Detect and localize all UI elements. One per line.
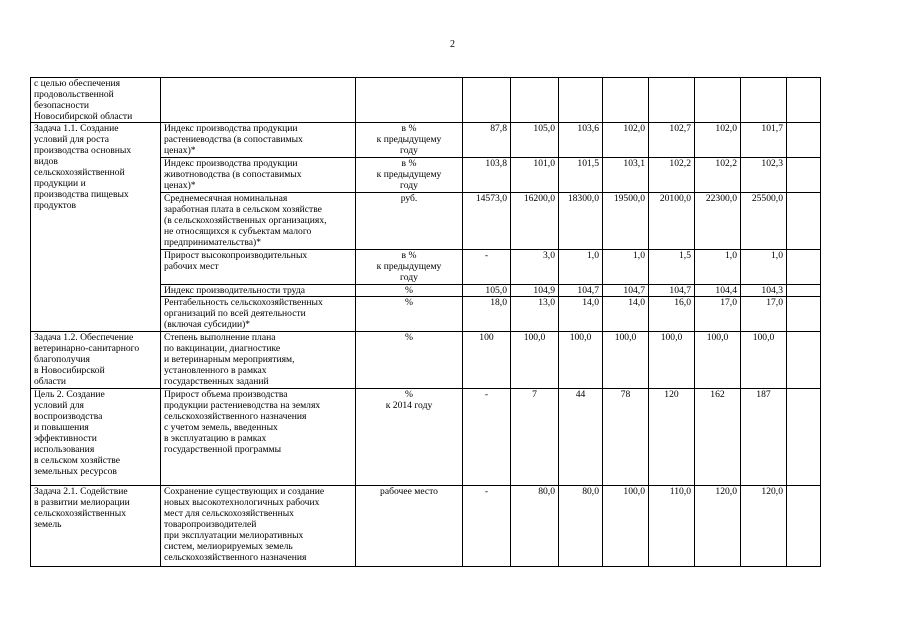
value-cell: 7 xyxy=(511,389,559,486)
indicator-cell xyxy=(161,297,356,332)
indicator-cell-line: Индекс производства продукции xyxy=(164,158,298,169)
goal-cell xyxy=(31,332,161,389)
value-cell: 19500,0 xyxy=(603,193,649,250)
unit-cell-line: % xyxy=(405,297,413,308)
indicator-cell-line: Степень выполнение плана xyxy=(164,332,276,343)
goal-cell-line: и повышения xyxy=(34,422,89,433)
value-cell: 1,5 xyxy=(649,250,695,285)
unit-cell-line: году xyxy=(400,145,418,156)
goal-cell xyxy=(31,78,161,123)
value-cell: 102,3 xyxy=(741,158,787,193)
indicator-cell xyxy=(161,332,356,389)
unit-cell-line: в % xyxy=(401,123,417,134)
unit-cell-line: руб. xyxy=(400,193,418,204)
indicator-cell-line: государственной программы xyxy=(164,444,282,455)
unit-cell xyxy=(356,389,463,486)
value-cell: 25500,0 xyxy=(741,193,787,250)
empty-cell xyxy=(787,389,821,486)
indicator-cell-line: мест для сельскохозяйственных xyxy=(164,508,294,519)
unit-cell xyxy=(356,158,463,193)
goal-cell-line: земельных ресурсов xyxy=(34,466,117,477)
value-cell: 80,0 xyxy=(559,486,603,567)
value-cell: 101,7 xyxy=(741,123,787,158)
value-cell: 1,0 xyxy=(603,250,649,285)
value-cell: 103,8 xyxy=(463,158,511,193)
value-cell: 102,0 xyxy=(603,123,649,158)
indicator-cell-line: Индекс производительности труда xyxy=(164,285,306,296)
goal-cell-line: Новосибирской области xyxy=(34,111,133,122)
indicator-cell xyxy=(161,123,356,158)
indicator-cell-line: новых высокотехнологичных рабочих xyxy=(164,497,320,508)
goal-cell xyxy=(31,123,161,332)
unit-cell-line: % xyxy=(405,389,413,400)
value-cell: 16,0 xyxy=(649,297,695,332)
value-cell: 1,0 xyxy=(559,250,603,285)
value-cell: 13,0 xyxy=(511,297,559,332)
goal-cell-line: производства пищевых xyxy=(34,189,129,200)
value-cell xyxy=(649,78,695,123)
unit-cell-line: к предыдущему xyxy=(376,261,442,272)
value-cell: 120,0 xyxy=(695,486,741,567)
indicator-cell-line: ценах)* xyxy=(164,145,196,156)
goal-cell-line: области xyxy=(34,376,67,387)
indicator-cell xyxy=(161,285,356,297)
goal-cell-line: Задача 1.1. Создание xyxy=(34,123,119,134)
goal-cell-line: в сельском хозяйстве xyxy=(34,455,120,466)
indicator-cell xyxy=(161,193,356,250)
indicator-cell xyxy=(161,158,356,193)
indicator-cell-line: Сохранение существующих и создание xyxy=(164,486,325,497)
value-cell: - xyxy=(463,250,511,285)
goal-cell-line: земель xyxy=(34,519,62,530)
unit-cell xyxy=(356,250,463,285)
value-cell: 104,7 xyxy=(649,285,695,297)
value-cell: - xyxy=(463,486,511,567)
goal-cell-line: безопасности xyxy=(34,100,90,111)
goal-cell-line: ветеринарно-санитарного xyxy=(34,343,140,354)
value-cell: 100,0 xyxy=(695,332,741,389)
value-cell: 104,3 xyxy=(741,285,787,297)
unit-cell-line: % xyxy=(405,332,413,343)
value-cell: 14,0 xyxy=(603,297,649,332)
value-cell: 44 xyxy=(559,389,603,486)
value-cell: 187 xyxy=(741,389,787,486)
goal-cell-line: продуктов xyxy=(34,200,77,211)
unit-cell-line: году xyxy=(400,272,418,283)
value-cell: 103,1 xyxy=(603,158,649,193)
goal-cell-line: производства основных xyxy=(34,145,132,156)
value-cell: 102,2 xyxy=(649,158,695,193)
goal-cell-line: в Новосибирской xyxy=(34,365,105,376)
indicator-cell-line: рабочих мест xyxy=(164,261,219,272)
empty-cell xyxy=(787,123,821,158)
page-number: 2 xyxy=(450,39,455,50)
table-row xyxy=(31,332,821,389)
goal-cell-line: Задача 2.1. Содействие xyxy=(34,486,128,497)
goal-cell-line: Задача 1.2. Обеспечение xyxy=(34,332,134,343)
value-cell: 20100,0 xyxy=(649,193,695,250)
unit-cell-line: к предыдущему xyxy=(376,134,442,145)
indicator-cell-line: и ветеринарным мероприятиям, xyxy=(164,354,295,365)
value-cell: 1,0 xyxy=(741,250,787,285)
value-cell: 102,0 xyxy=(695,123,741,158)
unit-cell xyxy=(356,297,463,332)
value-cell: 102,2 xyxy=(695,158,741,193)
value-cell: 120,0 xyxy=(741,486,787,567)
empty-cell xyxy=(787,486,821,567)
empty-cell xyxy=(787,250,821,285)
unit-cell-line: году xyxy=(400,180,418,191)
value-cell: 1,0 xyxy=(695,250,741,285)
indicator-cell-line: при эксплуатации мелиоративных xyxy=(164,530,304,541)
table-row xyxy=(31,486,821,567)
value-cell: 78 xyxy=(603,389,649,486)
indicator-cell xyxy=(161,389,356,486)
indicator-cell-line: в эксплуатацию в рамках xyxy=(164,433,267,444)
value-cell xyxy=(463,78,511,123)
value-cell: 16200,0 xyxy=(511,193,559,250)
goal-cell-line: условий для xyxy=(34,400,84,411)
empty-cell xyxy=(787,285,821,297)
table-row xyxy=(31,78,821,123)
indicator-cell-line: Индекс производства продукции xyxy=(164,123,298,134)
goal-cell-line: сельскохозяйственной xyxy=(34,167,125,178)
value-cell: 100,0 xyxy=(603,486,649,567)
indicator-cell-line: товаропроизводителей xyxy=(164,519,257,530)
goal-cell-line: продукции и xyxy=(34,178,86,189)
value-cell: 17,0 xyxy=(741,297,787,332)
unit-cell xyxy=(356,486,463,567)
value-cell: 87,8 xyxy=(463,123,511,158)
value-cell: 101,0 xyxy=(511,158,559,193)
empty-cell xyxy=(787,332,821,389)
indicator-cell-line: (включая субсидии)* xyxy=(164,319,251,330)
goal-cell xyxy=(31,486,161,567)
goal-cell-line: благополучия xyxy=(34,354,90,365)
empty-cell xyxy=(787,158,821,193)
unit-cell xyxy=(356,123,463,158)
unit-cell xyxy=(356,285,463,297)
indicator-cell-line: Прирост объема производства xyxy=(164,389,288,400)
value-cell: 104,7 xyxy=(559,285,603,297)
goal-cell-line: видов xyxy=(34,156,58,167)
goal-cell-line: в развитии мелиорации xyxy=(34,497,130,508)
indicator-cell-line: ценах)* xyxy=(164,180,196,191)
value-cell: 80,0 xyxy=(511,486,559,567)
value-cell: 14,0 xyxy=(559,297,603,332)
goal-cell xyxy=(31,389,161,486)
value-cell: 100 xyxy=(463,332,511,389)
unit-cell xyxy=(356,193,463,250)
unit-cell xyxy=(356,332,463,389)
indicator-cell-line: установленного в рамках xyxy=(164,365,267,376)
value-cell xyxy=(603,78,649,123)
value-cell xyxy=(559,78,603,123)
value-cell: 14573,0 xyxy=(463,193,511,250)
value-cell: 102,7 xyxy=(649,123,695,158)
value-cell: 100,0 xyxy=(559,332,603,389)
value-cell: 3,0 xyxy=(511,250,559,285)
indicator-cell-line: животноводства (в сопоставимых xyxy=(164,169,302,180)
unit-cell-line: % xyxy=(405,285,413,296)
value-cell: 22300,0 xyxy=(695,193,741,250)
indicator-cell-line: Прирост высокопроизводительных xyxy=(164,250,308,261)
value-cell xyxy=(741,78,787,123)
goal-cell-line: воспроизводства xyxy=(34,411,103,422)
value-cell: 104,7 xyxy=(603,285,649,297)
indicator-cell-line: сельскохозяйственного назначения xyxy=(164,411,307,422)
unit-cell-line: рабочее место xyxy=(380,486,438,497)
value-cell: 120 xyxy=(649,389,695,486)
indicator-cell-line: Рентабельность сельскохозяйственных xyxy=(164,297,323,308)
indicator-cell-line: с учетом земель, введенных xyxy=(164,422,278,433)
value-cell: 100,0 xyxy=(511,332,559,389)
goal-cell-line: с целью обеспечения xyxy=(34,78,121,89)
indicator-cell-line: продукции растениеводства на землях xyxy=(164,400,321,411)
indicator-cell-line: растениеводства (в сопоставимых xyxy=(164,134,303,145)
value-cell: 100,0 xyxy=(603,332,649,389)
value-cell: 103,6 xyxy=(559,123,603,158)
unit-cell-line: в % xyxy=(401,158,417,169)
goal-cell-line: сельскохозяйственных xyxy=(34,508,127,519)
empty-cell xyxy=(787,297,821,332)
table-row xyxy=(31,389,821,486)
table-row xyxy=(31,123,821,158)
empty-cell xyxy=(787,78,821,123)
goal-cell-line: эффективности xyxy=(34,433,97,444)
value-cell: 105,0 xyxy=(511,123,559,158)
value-cell: 100,0 xyxy=(649,332,695,389)
empty-cell xyxy=(787,193,821,250)
goal-cell-line: использования xyxy=(34,444,95,455)
indicator-cell-line: государственных заданий xyxy=(164,376,269,387)
value-cell: 104,9 xyxy=(511,285,559,297)
unit-cell xyxy=(356,78,463,123)
value-cell: 18,0 xyxy=(463,297,511,332)
indicator-cell xyxy=(161,78,356,123)
indicator-cell-line: Среднемесячная номинальная xyxy=(164,193,288,204)
value-cell: 162 xyxy=(695,389,741,486)
indicator-cell-line: предпринимательства)* xyxy=(164,237,262,248)
value-cell: 110,0 xyxy=(649,486,695,567)
indicator-cell-line: по вакцинации, диагностике xyxy=(164,343,281,354)
value-cell: 18300,0 xyxy=(559,193,603,250)
value-cell xyxy=(511,78,559,123)
goal-cell-line: продовольственной xyxy=(34,89,114,100)
value-cell: 17,0 xyxy=(695,297,741,332)
value-cell: 100,0 xyxy=(741,332,787,389)
value-cell: - xyxy=(463,389,511,486)
indicator-cell-line: систем, мелиорируемых земель xyxy=(164,541,293,552)
indicator-cell xyxy=(161,486,356,567)
goal-cell-line: условий для роста xyxy=(34,134,109,145)
indicator-cell-line: заработная плата в сельском хозяйстве xyxy=(164,204,322,215)
unit-cell-line: к 2014 году xyxy=(385,400,433,411)
value-cell: 104,4 xyxy=(695,285,741,297)
indicators-table xyxy=(30,77,821,567)
unit-cell-line: в % xyxy=(401,250,417,261)
indicator-cell-line: (в сельскохозяйственных организациях, xyxy=(164,215,327,226)
value-cell: 105,0 xyxy=(463,285,511,297)
indicator-cell xyxy=(161,250,356,285)
value-cell xyxy=(695,78,741,123)
goal-cell-line: Цель 2. Создание xyxy=(34,389,105,400)
value-cell: 101,5 xyxy=(559,158,603,193)
indicator-cell-line: сельскохозяйственного назначения xyxy=(164,552,307,563)
unit-cell-line: к предыдущему xyxy=(376,169,442,180)
indicator-cell-line: не относящихся к субъектам малого xyxy=(164,226,312,237)
indicator-cell-line: организаций по всей деятельности xyxy=(164,308,306,319)
